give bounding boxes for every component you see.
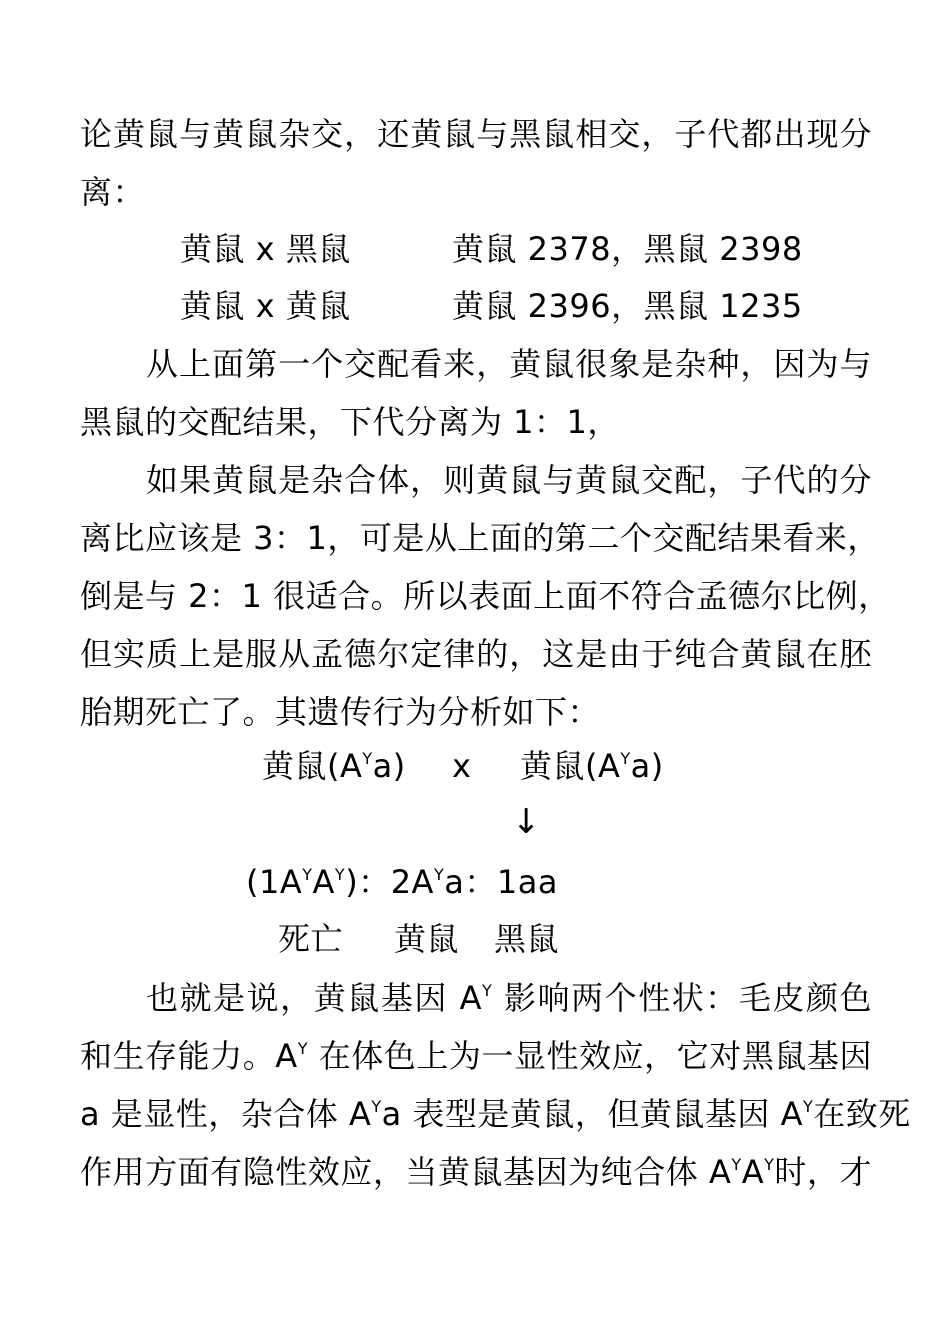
paragraph-3-line-4: 但实质上是服从孟德尔定律的，这是由于纯合黄鼠在胚 [80,635,872,673]
offspring-ratio: $(1A^YA^Y)$：$2A^Ya$：1aa [246,863,558,901]
label-black: 黑鼠 [494,920,560,958]
cross-symbol: x [452,747,472,785]
paragraph-2-line-1: 从上面第一个交配看来，黄鼠很象是杂种，因为与 [146,345,872,383]
parent-right: 黄鼠$(A^Ya)$ [520,747,664,785]
arrow-down-icon: ↓ [512,802,541,842]
paragraph-1-line-2: 离： [80,173,146,211]
paragraph-3-line-1: 如果黄鼠是杂合体，则黄鼠与黄鼠交配，子代的分 [146,461,872,499]
paragraph-4-line-4: 作用方面有隐性效应，当黄鼠基因为纯合体 $A^YA^Y$时，才 [80,1153,872,1191]
cross-1-parents: 黄鼠 x 黑鼠 [180,230,351,268]
paragraph-4-line-2: 和生存能力。$A^Y$ 在体色上为一显性效应，它对黑鼠基因 [80,1037,872,1075]
label-yellow: 黄鼠 [394,920,460,958]
paragraph-3-line-5: 胎期死亡了。其遗传行为分析如下： [80,693,601,731]
cross-2-parents: 黄鼠 x 黄鼠 [180,287,351,325]
parent-left: 黄鼠$(A^Ya)$ [262,747,406,785]
cross-2-result: 黄鼠 2396，黑鼠 1235 [452,287,803,325]
paragraph-2-line-2: 黑鼠的交配结果，下代分离为 1：1， [80,403,620,441]
paragraph-4-line-1: 也就是说，黄鼠基因 $A^Y$ 影响两个性状：毛皮颜色 [146,979,872,1017]
paragraph-4-line-3: a 是显性，杂合体 $A^Ya$ 表型是黄鼠，但黄鼠基因 $A^Y$在致死 [80,1095,911,1133]
label-dead: 死亡 [278,920,344,958]
paragraph-1-line-1: 论黄鼠与黄鼠杂交，还黄鼠与黑鼠相交，子代都出现分 [80,115,872,153]
paragraph-3-line-2: 离比应该是 3：1，可是从上面的第二个交配结果看来， [80,519,880,557]
cross-1-result: 黄鼠 2378，黑鼠 2398 [452,230,803,268]
paragraph-3-line-3: 倒是与 2：1 很适合。所以表面上面不符合孟德尔比例， [80,577,891,615]
